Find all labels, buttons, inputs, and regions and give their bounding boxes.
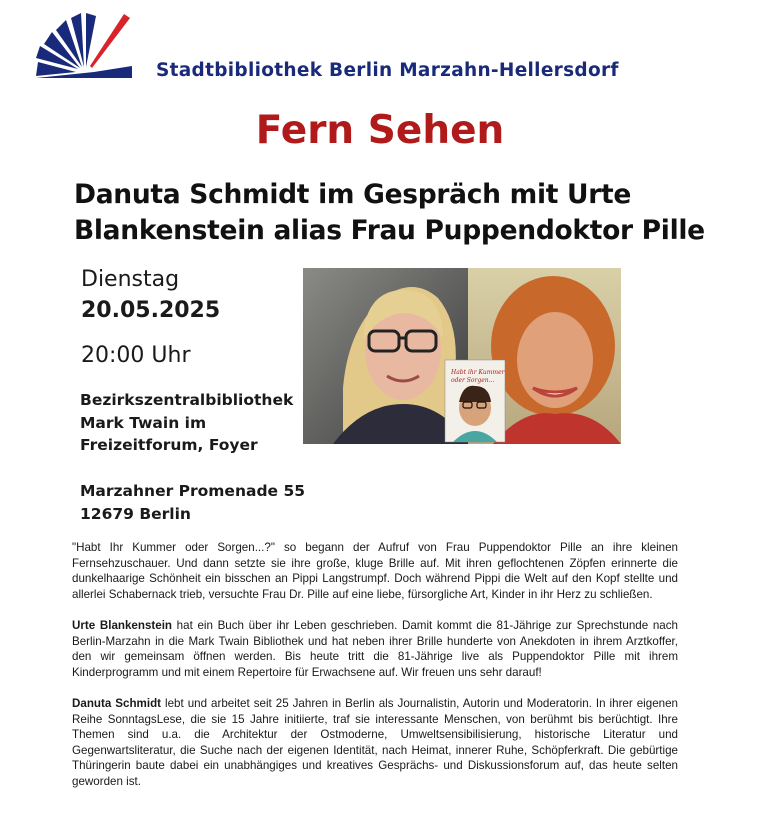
address bbox=[80, 480, 305, 525]
speakers-photo bbox=[303, 268, 621, 444]
event-title: Fern Sehen bbox=[255, 108, 505, 153]
venue-line: Freizeitforum, Foyer bbox=[80, 436, 258, 454]
svg-text:Habt ihr Kummer: Habt ihr Kummer bbox=[451, 369, 505, 376]
event-description bbox=[72, 540, 678, 805]
address-line: Marzahner Promenade 55 bbox=[80, 482, 306, 500]
paragraph: Urte Blankenstein hat ein Buch über ihr Leben geschrieben. Damit kommt die 81-Jährige zur Sprechstunde nach Berlin-Marzahn in die Mark Twain Bibliothek und hat neben ihrer Brille hunderte von Anekdoten in ihrem Arztkoffer, den wir gemeinsam öffnen werden. Bis heute tritt die 81-Jährige live als Puppendoktor Pille mit ihrem Kinderprogramm und mit einem Repertoire für Erwachsene auf. Wir freuen uns sehr darauf! bbox=[72, 618, 678, 679]
svg-text:oder Sorgen...: oder Sorgen... bbox=[451, 377, 495, 384]
library-logo bbox=[34, 12, 132, 78]
paragraph: Danuta Schmidt lebt und arbeitet seit 25 Jahren in Berlin als Journalistin, Autorin und Moderatorin. In ihrer eigenen Reihe SonntagsLese, die sie 15 Jahre initiierte, traf sie interessante Menschen, von berühmt bis berüchtigt. Ihre Themen sind u.a. die Architektur der Ostmoderne, Umweltsensibilisierung, historische Literatur und Gegenwartsliteratur, die Suche nach der eigenen Identität, nach Heimat, innerer Ruhe, Schöpferkraft. Die gebürtige Thüringerin baute dabei ein unabhängiges und kreatives Gesprächs- und Diskussionsforum auf, das heute selten geworden ist. bbox=[72, 696, 678, 788]
paragraph: "Habt Ihr Kummer oder Sorgen...?" so begann der Aufruf von Frau Puppendoktor Pille an ihre kleinen Fernsehzuschauer. Und dann setzte sie ihre große, kluge Brille auf. Mit ihren geflochtenen Zöpfen erinnerte die dunkelhaarige Schönheit ein bisschen an Pippi Langstrumpf. Doch während Pippi die Welt auf den Kopf stellte und allerlei Schabernack trieb, versuchte Frau Dr. Pille auf eine liebe, fürsorgliche Art, Kinder in ihr Herz zu schließen. bbox=[72, 541, 678, 601]
venue-line: Mark Twain im bbox=[80, 413, 207, 432]
address-line: 12679 Berlin bbox=[80, 504, 191, 523]
event-weekday: Dienstag bbox=[81, 267, 180, 292]
venue bbox=[80, 389, 293, 457]
subtitle-line: Danuta Schmidt im Gespräch mit Urte bbox=[74, 179, 632, 210]
venue-line: Bezirkszentralbibliothek bbox=[80, 391, 294, 409]
event-time: 20:00 Uhr bbox=[81, 343, 191, 368]
book-cover bbox=[445, 360, 506, 442]
library-name: Stadtbibliothek Berlin Marzahn-Hellersdorf bbox=[156, 60, 619, 81]
event-subtitle bbox=[74, 177, 714, 249]
event-date: 20.05.2025 bbox=[81, 298, 221, 323]
subtitle-line: Blankenstein alias Frau Puppendoktor Pille bbox=[74, 215, 705, 246]
